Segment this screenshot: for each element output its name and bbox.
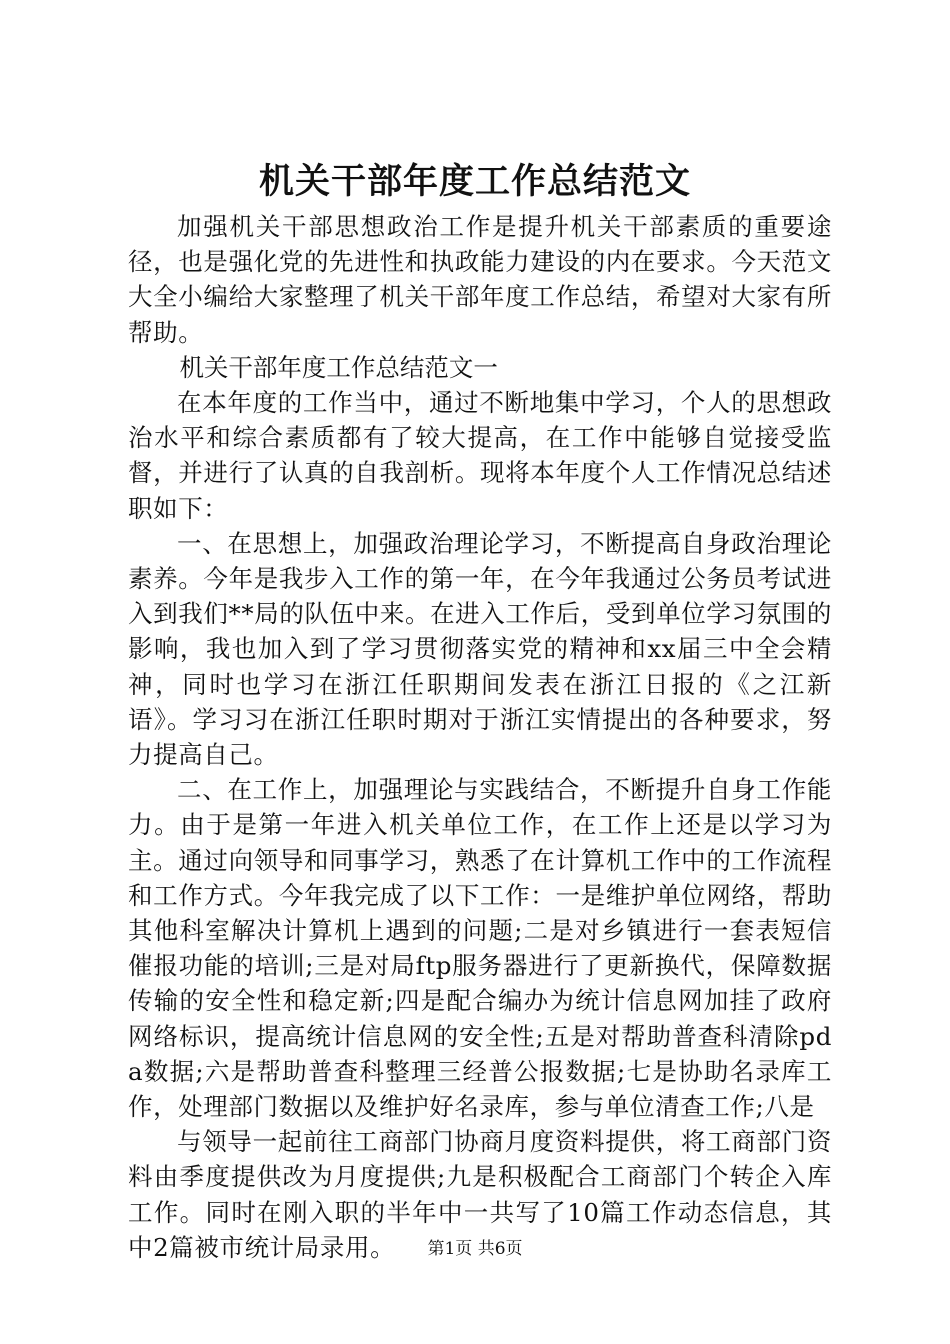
body-paragraph-4: 与领导一起前往工商部门协商月度资料提供，将工商部门资料由季度提供改为月度提供;九是积极配合工商部门个转企入库工作。同时在刚入职的半年中一共写了10篇工作动态信息，其中2篇被市统计局录用。 <box>128 1127 832 1262</box>
body-paragraph-2: 一、在思想上，加强政治理论学习，不断提高自身政治理论素养。今年是我步入工作的第一年，在今年我通过公务员考试进入到我们**局的队伍中来。在进入工作后，受到单位学习氛围的影响，我也加入到了学习贯彻落实党的精神和xx届三中全会精神，同时也学习在浙江任职期间发表在浙江日报的《之江新语》。学习习在浙江任职时期对于浙江实情提出的各种要求，努力提高自己。 <box>128 528 832 770</box>
body-paragraph-3: 二、在工作上，加强理论与实践结合，不断提升自身工作能力。由于是第一年进入机关单位工作，在工作上还是以学习为主。通过向领导和同事学习，熟悉了在计算机工作中的工作流程和工作方式。今年我完成了以下工作：一是维护单位网络，帮助其他科室解决计算机上遇到的问题;二是对乡镇进行一套表短信催报功能的培训;三是对局ftp服务器进行了更新换代，保障数据传输的安全性和稳定新;四是配合编办为统计信息网加挂了政府网络标识，提高统计信息网的安全性;五是对帮助普查科清除pda数据;六是帮助普查科整理三经普公报数据;七是协助名录库工作，处理部门数据以及维护好名录库，参与单位清查工作;八是 <box>128 775 832 1122</box>
page-number-footer: 第1页 共6页 <box>427 1239 523 1259</box>
body-paragraph-1: 在本年度的工作当中，通过不断地集中学习，个人的思想政治水平和综合素质都有了较大提高，在工作中能够自觉接受监督，并进行了认真的自我剖析。现将本年度个人工作情况总结述职如下： <box>128 388 832 523</box>
section-heading: 机关干部年度工作总结范文一 <box>179 352 498 382</box>
intro-paragraph: 加强机关干部思想政治工作是提升机关干部素质的重要途径，也是强化党的先进性和执政能力建设的内在要求。今天范文大全小编给大家整理了机关干部年度工作总结，希望对大家有所帮助。 <box>128 212 832 347</box>
document-title: 机关干部年度工作总结范文 <box>258 161 691 202</box>
document-body <box>128 209 832 1265</box>
